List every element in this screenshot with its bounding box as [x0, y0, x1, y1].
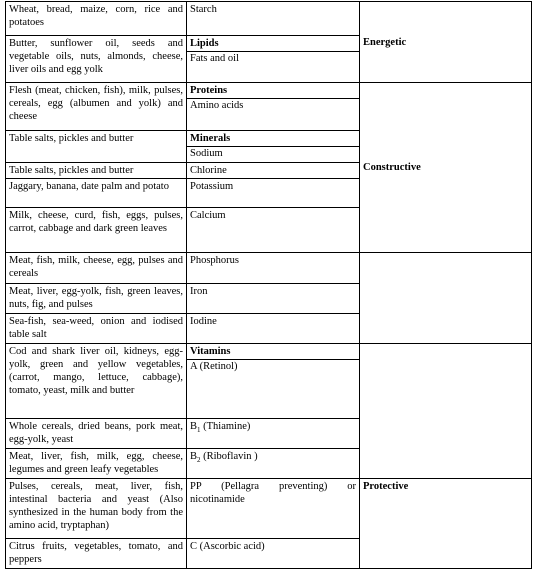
nutrient-cell — [187, 419, 360, 449]
table-row — [6, 479, 532, 539]
nutrient-cell: Potassium — [187, 179, 360, 208]
food-source-cell: Milk, cheese, curd, fish, eggs, pulses, carrot, cabbage and dark green leaves — [6, 208, 187, 253]
food-source-cell: Jaggary, banana, date palm and potato — [6, 179, 187, 208]
nutrient-name: Amino acids — [187, 98, 359, 112]
food-source-cell: Meat, fish, milk, cheese, egg, pulses and cereals — [6, 253, 187, 284]
nutrient-cell: Chlorine — [187, 163, 360, 179]
table-row — [6, 253, 532, 284]
table-row — [6, 344, 532, 419]
nutrient-cell: PP (Pellagra preventing) or nicotinamide — [187, 479, 360, 539]
nutrient-cell: Starch — [187, 2, 360, 36]
nutrition-table — [5, 1, 532, 569]
food-source-cell: Citrus fruits, vegetables, tomato, and peppers — [6, 539, 187, 569]
food-source-cell: Flesh (meat, chicken, fish), milk, pulses, cereals, egg (albumen and yolk) and cheese — [6, 83, 187, 131]
nutrient-cell — [187, 344, 360, 419]
nutrient-name: Fats and oil — [187, 51, 359, 65]
nutrient-cell — [187, 131, 360, 163]
role-constructive: Constructive — [360, 83, 532, 253]
nutrient-cell: Iron — [187, 284, 360, 314]
nutrient-cell — [187, 36, 360, 83]
nutrient-name: Sodium — [187, 146, 359, 160]
food-source-cell: Meat, liver, egg-yolk, fish, green leaves, nuts, fig, and pulses — [6, 284, 187, 314]
nutrient-cell: Calcium — [187, 208, 360, 253]
food-source-cell: Cod and shark liver oil, kidneys, egg-yolk, green and yellow vegetables, (carrot, mango, lettuce, cabbage), tomato, yeast, milk and butter — [6, 344, 187, 419]
nutrient-group-heading: Minerals — [190, 133, 231, 144]
food-source-cell: Pulses, cereals, meat, liver, fish, intestinal bacteria and yeast (Also synthesized in the human body from the amino acid, tryptaphan) — [6, 479, 187, 539]
nutrient-name: $B_1$ (Thiamine) — [190, 421, 251, 435]
table-row — [6, 83, 532, 131]
role-blank — [360, 344, 532, 479]
food-source-cell: Meat, liver, fish, milk, egg, cheese, legumes and green leafy vegetables — [6, 449, 187, 479]
nutrient-cell — [187, 449, 360, 479]
table-row — [6, 2, 532, 36]
nutrient-name: $B_2$ (Riboflavin ) — [190, 451, 258, 465]
nutrient-cell — [187, 83, 360, 131]
nutrient-cell: C (Ascorbic acid) — [187, 539, 360, 569]
role-energetic: Energetic — [360, 2, 532, 83]
nutrient-name: A (Retinol) — [187, 359, 359, 373]
food-source-cell: Sea-fish, sea-weed, onion and iodised table salt — [6, 314, 187, 344]
nutrient-cell: Iodine — [187, 314, 360, 344]
role-blank — [360, 253, 532, 344]
role-protective: Protective — [360, 479, 532, 569]
food-source-cell: Whole cereals, dried beans, pork meat, egg-yolk, yeast — [6, 419, 187, 449]
food-source-cell: Butter, sunflower oil, seeds and vegetable oils, nuts, almonds, cheese, liver oils and egg yolk — [6, 36, 187, 83]
nutrient-cell: Phosphorus — [187, 253, 360, 284]
nutrient-group-heading: Vitamins — [190, 346, 231, 357]
nutrient-group-heading: Lipids — [190, 38, 219, 49]
nutrient-group-heading: Proteins — [190, 85, 228, 96]
food-source-cell: Wheat, bread, maize, corn, rice and potatoes — [6, 2, 187, 36]
food-source-cell: Table salts, pickles and butter — [6, 163, 187, 179]
food-source-cell: Table salts, pickles and butter — [6, 131, 187, 163]
